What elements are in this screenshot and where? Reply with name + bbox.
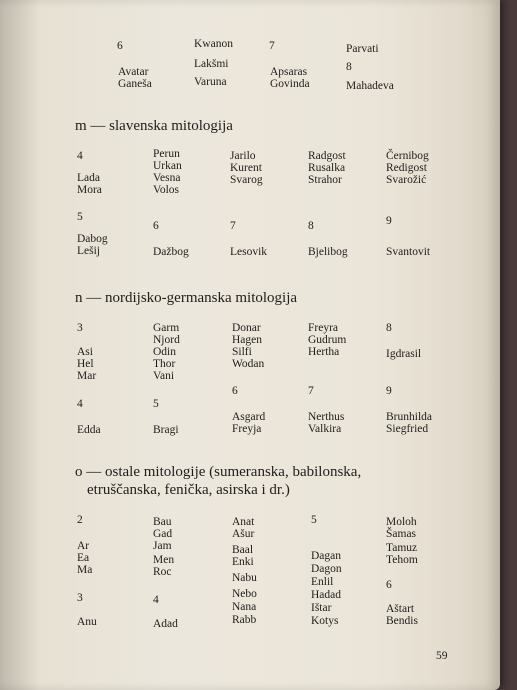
group-number: 8 <box>308 220 314 232</box>
deity-name: Volos <box>153 184 179 196</box>
deity-name: Ar <box>77 540 90 552</box>
group-number: 6 <box>386 579 392 591</box>
deity-name: Hel <box>77 358 94 370</box>
deity-name: Vani <box>153 370 175 382</box>
deity-name: Nerthus <box>308 411 345 423</box>
deity-name: Brunhilda <box>386 411 432 423</box>
deity-name: Lesovik <box>230 246 268 258</box>
deity-name: Ganeša <box>118 78 152 90</box>
deity-name: Mahadeva <box>346 80 394 92</box>
group-number: 4 <box>77 398 83 410</box>
deity-name: Svantovit <box>386 246 431 258</box>
section-heading-line1: o — ostale mitologije (sumeranska, babilonska, <box>75 464 362 480</box>
group-number: 9 <box>386 215 392 227</box>
group-number: 7 <box>230 220 236 232</box>
deity-name: Nabu <box>232 572 257 584</box>
section-heading: n — nordijsko-germanska mitologija <box>75 290 298 306</box>
deity-name: Lakšmi <box>194 58 229 70</box>
group-number: 9 <box>386 385 392 397</box>
deity-name: Strahor <box>308 174 342 186</box>
deity-name: Hertha <box>308 346 340 358</box>
deity-name: Mar <box>77 370 97 382</box>
deity-name: Anu <box>77 616 97 628</box>
deity-name: Enki <box>232 556 254 568</box>
deity-name: Jam <box>153 540 172 552</box>
deity-name: Aštart <box>386 603 415 615</box>
deity-name: Perun <box>153 148 180 160</box>
deity-name: Ma <box>77 564 93 576</box>
deity-name: Igdrasil <box>386 348 422 360</box>
deity-name: Ea <box>77 552 90 564</box>
deity-name: Roc <box>153 566 172 578</box>
deity-name: Ištar <box>311 602 332 614</box>
deity-name: Avatar <box>118 66 149 78</box>
deity-name: Asgard <box>232 411 266 423</box>
deity-name: Govinda <box>270 78 310 90</box>
deity-name: Varuna <box>194 76 227 88</box>
group-number: 7 <box>308 385 314 397</box>
deity-name: Freyra <box>308 322 339 334</box>
deity-name: Adad <box>153 618 178 630</box>
page-number: 59 <box>436 650 448 662</box>
deity-name: Men <box>153 554 175 566</box>
deity-name: Dabog <box>77 233 108 245</box>
deity-name: Jarilo <box>230 150 256 162</box>
deity-name: Siegfried <box>386 423 429 435</box>
deity-name: Lešij <box>77 245 100 257</box>
deity-name: Rabb <box>232 614 257 626</box>
deity-name: Wodan <box>232 358 265 370</box>
deity-name: Garm <box>153 322 180 334</box>
page-fold-shadow <box>0 0 40 690</box>
deity-name: Vesna <box>153 172 181 184</box>
group-number: 3 <box>77 592 83 604</box>
deity-name: Kurent <box>230 162 262 174</box>
deity-name: Kotys <box>311 615 339 627</box>
deity-name: Dagan <box>311 550 342 562</box>
deity-name: Mora <box>77 184 102 196</box>
deity-name: Redigost <box>386 162 427 174</box>
deity-name: Apsaras <box>270 66 308 78</box>
group-number: 4 <box>153 594 159 606</box>
deity-name: Hadad <box>311 589 342 601</box>
deity-name: Tamuz <box>386 542 418 554</box>
deity-name: Donar <box>232 322 261 334</box>
deity-name: Enlil <box>311 576 334 588</box>
deity-name: Svarožić <box>386 174 427 186</box>
deity-name: Valkira <box>308 423 342 435</box>
group-number: 8 <box>346 61 352 73</box>
deity-name: Parvati <box>346 43 379 55</box>
group-number: 2 <box>77 514 83 526</box>
deity-name: Radgost <box>308 150 346 162</box>
deity-name: Njord <box>153 334 180 346</box>
section-heading-line2: etruščanska, fenička, asirska i dr.) <box>87 482 290 498</box>
deity-name: Nana <box>232 601 257 613</box>
deity-name: Kwanon <box>194 38 233 50</box>
deity-name: Gudrum <box>308 334 347 346</box>
deity-name: Asi <box>77 346 93 358</box>
group-number: 6 <box>117 40 123 52</box>
deity-name: Thor <box>153 358 176 370</box>
deity-name: Bjelibog <box>308 246 348 258</box>
deity-name: Edda <box>77 424 101 436</box>
group-number: 6 <box>153 220 159 232</box>
deity-name: Ašur <box>232 528 255 540</box>
deity-name: Freyja <box>232 423 262 435</box>
group-number: 5 <box>311 514 317 526</box>
group-number: 7 <box>269 40 275 52</box>
deity-name: Gad <box>153 528 173 540</box>
group-number: 3 <box>77 322 83 334</box>
deity-name: Lada <box>77 172 100 184</box>
group-number: 6 <box>232 385 238 397</box>
deity-name: Odin <box>153 346 176 358</box>
deity-name: Rusalka <box>308 162 346 174</box>
deity-name: Moloh <box>386 516 417 528</box>
deity-name: Hagen <box>232 334 263 346</box>
group-number: 4 <box>77 150 83 162</box>
deity-name: Nebo <box>232 588 257 600</box>
deity-name: Šamas <box>386 528 417 540</box>
deity-name: Dažbog <box>153 246 189 258</box>
deity-name: Bendis <box>386 615 418 627</box>
deity-name: Bragi <box>153 424 179 436</box>
deity-name: Bau <box>153 516 172 528</box>
group-number: 5 <box>77 211 83 223</box>
deity-name: Dagon <box>311 563 342 575</box>
group-number: 8 <box>386 322 392 334</box>
section-heading: m — slavenska mitologija <box>75 118 233 134</box>
deity-name: Silfi <box>232 346 252 358</box>
group-number: 5 <box>153 398 159 410</box>
deity-name: Anat <box>232 516 255 528</box>
deity-name: Baal <box>232 544 254 556</box>
deity-name: Urkan <box>153 160 182 172</box>
deity-name: Černibog <box>386 150 429 162</box>
deity-name: Tehom <box>386 554 418 566</box>
deity-name: Svarog <box>230 174 263 186</box>
